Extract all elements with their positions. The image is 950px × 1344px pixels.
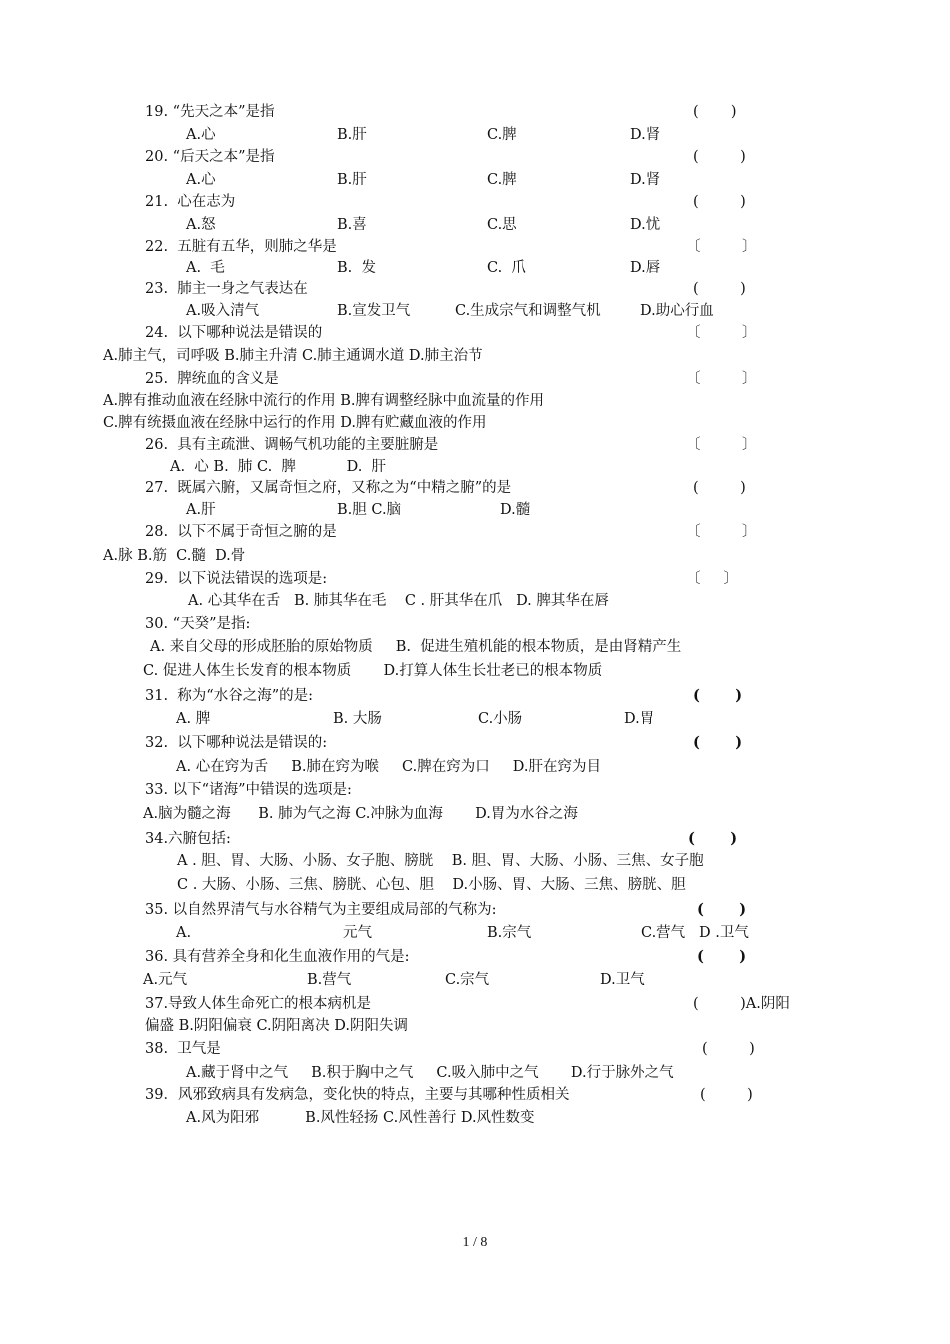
text-line: B.胆 C.脑	[337, 502, 402, 518]
text-line: B.营气	[307, 972, 352, 988]
text-line: D.忧	[630, 217, 661, 233]
text-line: 25. 脾统血的含义是	[145, 371, 279, 387]
text-line: 36. 具有营养全身和化生血液作用的气是:	[145, 949, 410, 965]
text-line: A. 心在窍为舌 B.肺在窍为喉 C.脾在窍为口 D.肝在窍为目	[176, 759, 601, 775]
text-line: ( )	[700, 1087, 753, 1103]
text-line: 35. 以自然界清气与水谷精气为主要组成局部的气称为:	[145, 902, 497, 918]
text-line: ( )	[693, 687, 743, 704]
text-line: A. 心其华在舌 B. 肺其华在毛 C . 肝其华在爪 D. 脾其华在唇	[188, 593, 609, 609]
text-line: A.怒	[186, 217, 216, 233]
text-line: A. 心 B. 肺 C. 脾 D. 肝	[170, 459, 387, 475]
text-line: 〔 〕	[686, 239, 757, 255]
text-line: C . 大肠、小肠、三焦、膀胱、心包、胆 D.小肠、胃、大肠、三焦、膀胱、胆	[177, 877, 686, 893]
text-line: 34.六腑包括:	[145, 831, 231, 847]
text-line: C.思	[487, 217, 517, 233]
text-line: 26. 具有主疏泄、调畅气机功能的主要脏腑是	[145, 437, 439, 453]
text-line: C.营气 D .卫气	[641, 925, 749, 941]
text-line: A . 胆、胃、大肠、小肠、女子胞、膀胱 B. 胆、胃、大肠、小肠、三焦、女子胞	[177, 853, 704, 869]
text-line: B. 大肠	[333, 711, 382, 727]
text-line: ( )	[693, 734, 743, 751]
text-line: A.	[176, 925, 192, 941]
text-line: A.元气	[143, 972, 188, 988]
text-line: 29. 以下说法错误的选项是:	[145, 571, 328, 587]
text-line: 37.导致人体生命死亡的根本病机是	[145, 996, 372, 1012]
text-line: 33. 以下“诸海”中错误的选项是:	[145, 782, 352, 798]
text-line: ( )	[693, 194, 746, 210]
text-line: ( )	[693, 281, 746, 297]
text-line: A.吸入清气	[186, 303, 260, 319]
text-line: B.肝	[337, 127, 367, 143]
text-line: D.卫气	[600, 972, 645, 988]
text-line: 19. “先天之本”是指	[145, 104, 275, 120]
text-line: 22. 五脏有五华，则肺之华是	[145, 239, 337, 255]
text-line: B. 发	[337, 260, 376, 276]
text-line: 〔 〕	[686, 325, 757, 341]
text-line: C.宗气	[445, 972, 490, 988]
text-line: B.宗气	[487, 925, 532, 941]
text-line: 〔 〕	[686, 371, 757, 387]
text-line: 38. 卫气是	[145, 1041, 221, 1057]
text-line: A. 毛	[186, 260, 225, 276]
text-line: B.喜	[337, 217, 367, 233]
text-line: D.髓	[500, 502, 531, 518]
text-line: C.脾有统摄血液在经脉中运行的作用 D.脾有贮藏血液的作用	[103, 415, 487, 431]
text-line: 〔 〕	[686, 571, 739, 587]
text-line: ( )	[688, 830, 738, 847]
text-line: 〔 〕	[686, 437, 757, 453]
text-line: ( )A.阴阳	[693, 996, 790, 1012]
text-line: A.肝	[186, 502, 216, 518]
text-line: C. 爪	[487, 260, 526, 276]
text-line: A.心	[186, 172, 216, 188]
text-line: C.生成宗气和调整气机	[455, 303, 601, 319]
page-number: 1 / 8	[462, 1235, 488, 1250]
text-line: A.脑为髓之海 B. 肺为气之海 C.冲脉为血海 D.胃为水谷之海	[143, 806, 578, 822]
text-line: C. 促进人体生长发育的根本物质 D.打算人体生长壮老已的根本物质	[143, 663, 603, 679]
text-line: A.脉 B.筋 C.髓 D.骨	[103, 548, 246, 564]
text-line: 30. “天癸”是指:	[145, 616, 251, 632]
text-line: ( )	[693, 480, 746, 496]
text-line: 39．风邪致病具有发病急，变化快的特点，主要与其哪种性质相关	[145, 1087, 570, 1103]
text-line: 28. 以下不属于奇恒之腑的是	[145, 524, 337, 540]
text-line: B.宣发卫气	[337, 303, 411, 319]
text-line: B.肝	[337, 172, 367, 188]
text-line: 32. 以下哪种说法是错误的:	[145, 735, 328, 751]
text-line: A.风为阳邪 B.风性轻扬 C.风性善行 D.风性数变	[186, 1110, 535, 1126]
text-line: ( )	[697, 948, 747, 965]
text-line: A.脾有推动血液在经脉中流行的作用 B.脾有调整经脉中血流量的作用	[103, 393, 544, 409]
text-line: A.心	[186, 127, 216, 143]
text-line: A.肺主气，司呼吸 B.肺主升清 C.肺主通调水道 D.肺主治节	[103, 348, 483, 364]
text-line: 〔 〕	[686, 524, 757, 540]
text-line: ( )	[702, 1041, 755, 1057]
text-line: 元气	[343, 925, 372, 941]
text-line: D.胃	[624, 711, 655, 727]
text-line: 21. 心在志为	[145, 194, 236, 210]
text-line: D.肾	[630, 172, 661, 188]
text-line: 31. 称为“水谷之海”的是:	[145, 688, 313, 704]
text-line: 27. 既属六腑，又属奇恒之府，又称之为“中精之腑”的是	[145, 480, 512, 496]
text-line: A. 来自父母的形成胚胎的原始物质 B. 促进生殖机能的根本物质，是由肾精产生	[150, 639, 682, 655]
text-line: D.肾	[630, 127, 661, 143]
text-line: ( )	[697, 901, 747, 918]
text-line: 偏盛 B.阴阳偏衰 C.阴阳离决 D.阴阳失调	[145, 1018, 408, 1034]
text-line: 24. 以下哪种说法是错误的	[145, 325, 323, 341]
text-line: ( )	[693, 104, 737, 120]
text-line: D.助心行血	[640, 303, 714, 319]
text-line: 23. 肺主一身之气表达在	[145, 281, 308, 297]
text-line: 20. “后天之本”是指	[145, 149, 275, 165]
text-line: C.脾	[487, 127, 517, 143]
text-line: D.唇	[630, 260, 661, 276]
text-line: A. 脾	[176, 711, 211, 727]
text-line: ( )	[693, 149, 746, 165]
text-line: C.脾	[487, 172, 517, 188]
text-line: C.小肠	[478, 711, 523, 727]
text-line: A.藏于肾中之气 B.积于胸中之气 C.吸入肺中之气 D.行于脉外之气	[186, 1065, 674, 1081]
